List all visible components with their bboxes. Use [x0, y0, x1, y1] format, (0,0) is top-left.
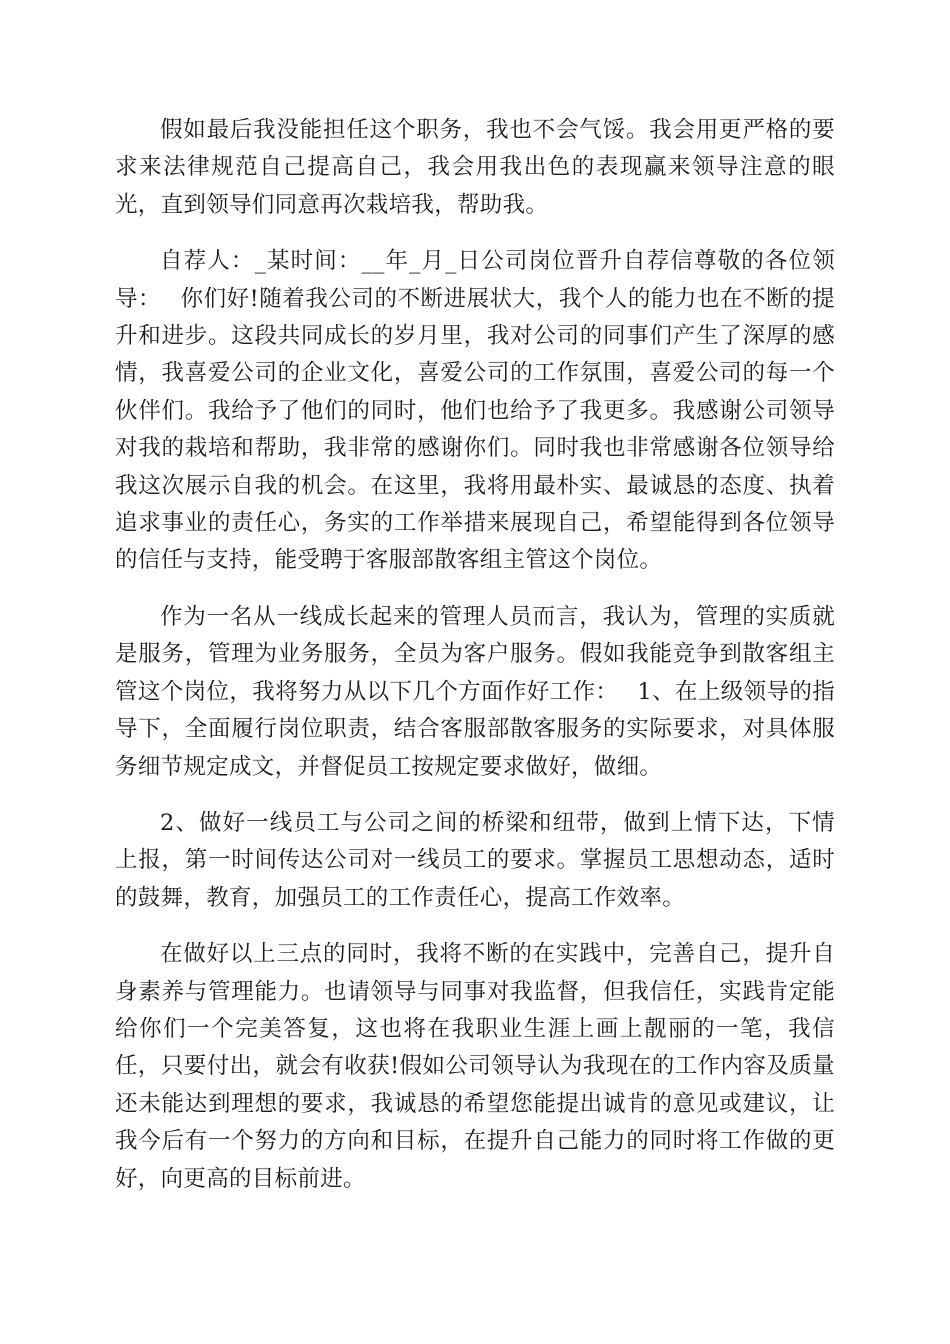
paragraph-1: 假如最后我没能担任这个职务，我也不会气馁。我会用更严格的要求来法律规范自己提高自己，我会用我出色的表现赢来领导注意的眼光，直到领导们同意再次栽培我，帮助我。: [115, 117, 835, 218]
paragraph-2: 自荐人：_某时间：__年_月_日公司岗位晋升自荐信尊敬的各位领导： 你们好!随着我公司的不断进展状大，我个人的能力也在不断的提升和进步。这段共同成长的岁月里，我对公司的同事们产生了深厚的感情，我喜爱公司的企业文化，喜爱公司的工作氛围，喜爱公司的每一个伙伴们。我给予了他们的同时，他们也给予了我更多。我感谢公司领导对我的栽培和帮助，我非常的感谢你们。同时我也非常感谢各位领导给我这次展示自我的机会。在这里，我将用最朴实、最诚恳的态度、执着追求事业的责任心，务实的工作举措来展现自己，希望能得到各位领导的信任与支持，能受聘于客服部散客组主管这个岗位。: [115, 248, 835, 574]
paragraph-3: 作为一名从一线成长起来的管理人员而言，我认为，管理的实质就是服务，管理为业务服务，全员为客户服务。假如我能竞争到散客组主管这个岗位，我将努力从以下几个方面作好工作： 1、在上级领导的指导下，全面履行岗位职责，结合客服部散客服务的实际要求，对具体服务细节规定成文，并督促员工按规定要求做好，做细。: [115, 603, 835, 780]
document-body: [115, 112, 835, 1217]
paragraph-4: 2、做好一线员工与公司之间的桥梁和纽带，做到上情下达，下情上报，第一时间传达公司对一线员工的要求。掌握员工思想动态，适时的鼓舞，教育，加强员工的工作责任心，提高工作效率。: [115, 809, 835, 911]
paragraph-5: 在做好以上三点的同时，我将不断的在实践中，完善自己，提升自身素养与管理能力。也请领导与同事对我监督，但我信任，实践肯定能给你们一个完美答复，这也将在我职业生涯上画上靓丽的一笔，我信任，只要付出，就会有收获!假如公司领导认为我现在的工作内容及质量还未能达到理想的要求，我诚恳的希望您能提出诚肯的意见或建议，让我今后有一个努力的方向和目标，在提升自己能力的同时将工作做的更好，向更高的目标前进。: [115, 941, 835, 1192]
